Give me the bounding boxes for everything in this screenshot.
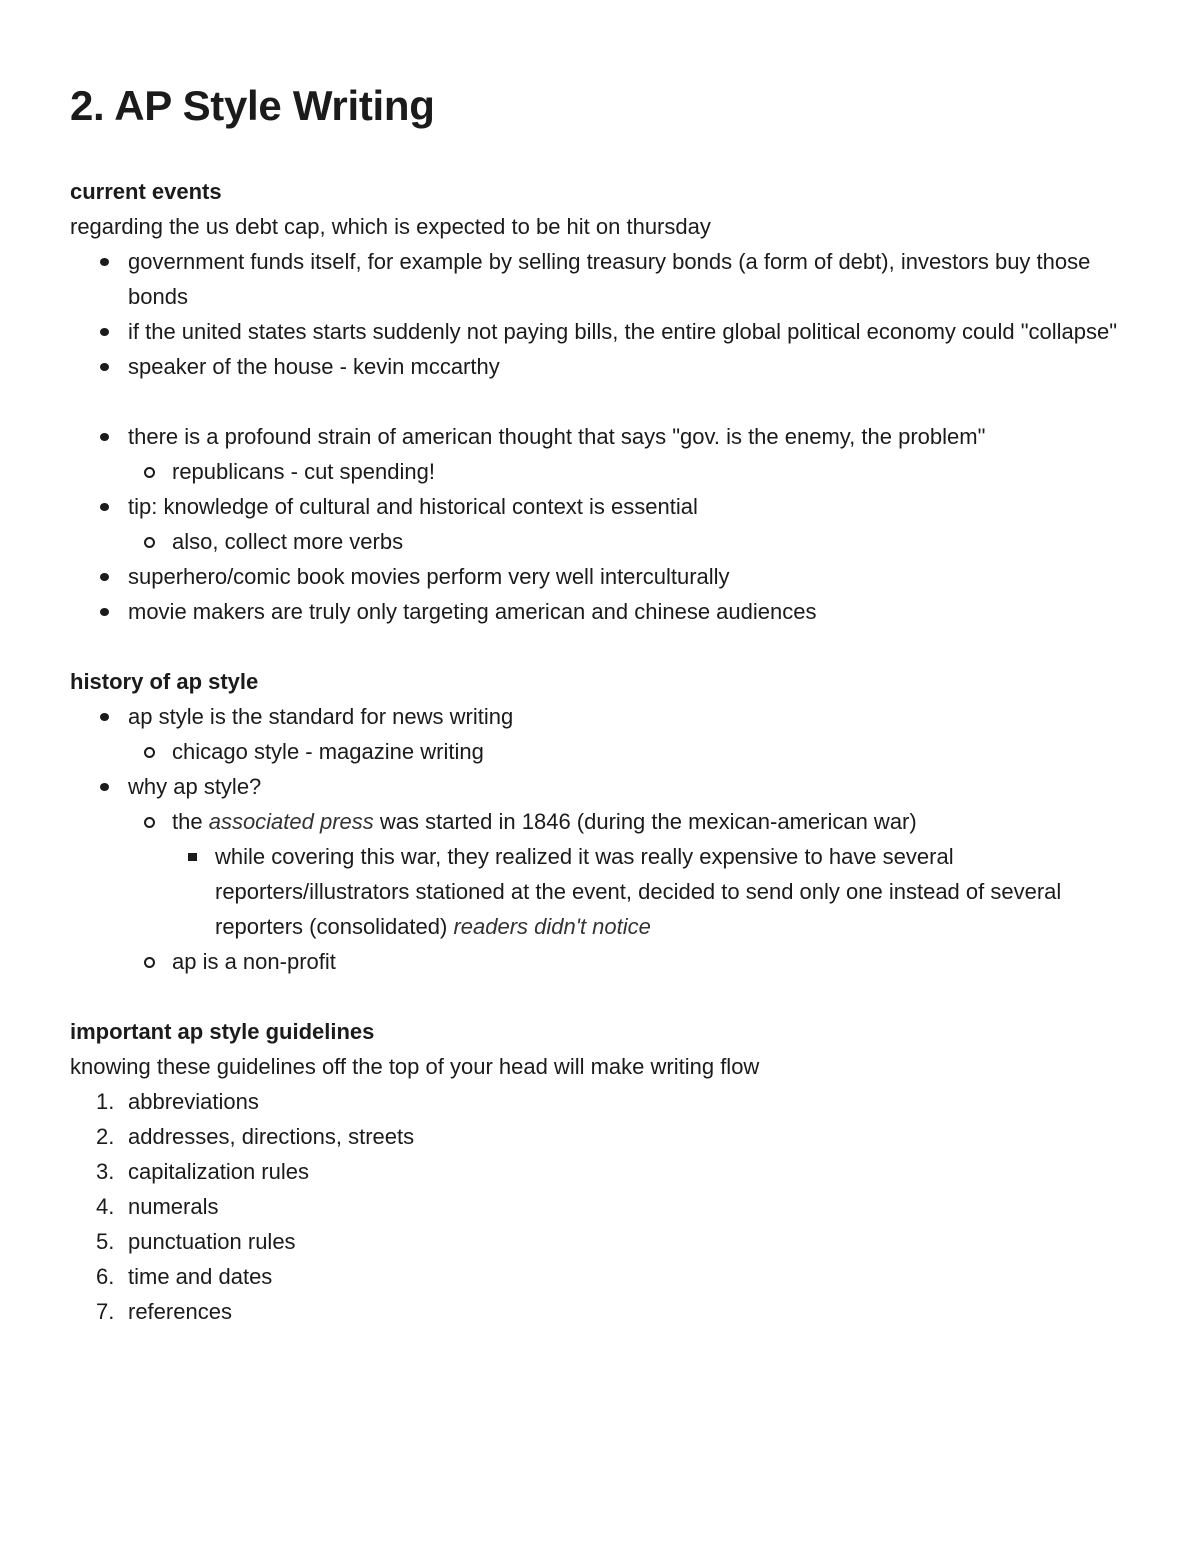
- list-item: ap style is the standard for news writing: [70, 699, 1130, 734]
- list-item: why ap style?: [70, 769, 1130, 804]
- list-item: tip: knowledge of cultural and historical context is essential: [70, 489, 1130, 524]
- bullet-icon: [100, 503, 109, 511]
- hollow-bullet-icon: [144, 467, 155, 478]
- list-subitem: chicago style - magazine writing: [70, 734, 1130, 769]
- item-number: 1.: [96, 1089, 115, 1114]
- list-item: superhero/comic book movies perform very well interculturally: [70, 559, 1130, 594]
- numbered-item: 4. numerals: [70, 1189, 1130, 1224]
- section-heading-history: history of ap style: [70, 669, 259, 694]
- item-number: 5.: [96, 1229, 115, 1254]
- item-number: 7.: [96, 1299, 115, 1324]
- numbered-item: 2. addresses, directions, streets: [70, 1119, 1130, 1154]
- guidelines-intro: knowing these guidelines off the top of your head will make writing flow: [70, 1054, 760, 1079]
- list-subitem: republicans - cut spending!: [70, 454, 1130, 489]
- list-item: government funds itself, for example by selling treasury bonds (a form of debt), investors buy those bonds: [70, 244, 1130, 314]
- hollow-bullet-icon: [144, 957, 155, 968]
- current-events-list: [70, 244, 1130, 384]
- bullet-icon: [100, 363, 109, 371]
- page-title: 2. AP Style Writing: [70, 82, 435, 129]
- hollow-bullet-icon: [144, 537, 155, 548]
- spacer: [70, 629, 1130, 664]
- italic-text: associated press: [208, 809, 374, 834]
- list-item: there is a profound strain of american thought that says "gov. is the enemy, the problem": [70, 419, 1130, 454]
- numbered-item: 5. punctuation rules: [70, 1224, 1130, 1259]
- list-subitem: the associated press was started in 1846 (during the mexican-american war): [70, 804, 1130, 839]
- bullet-icon: [100, 573, 109, 581]
- bullet-icon: [100, 608, 109, 616]
- item-number: 2.: [96, 1124, 115, 1149]
- hollow-bullet-icon: [144, 817, 155, 828]
- guidelines-list: [70, 1084, 1130, 1329]
- bullet-icon: [100, 433, 109, 441]
- bullet-icon: [100, 783, 109, 791]
- list-subsubitem: while covering this war, they realized it was really expensive to have several reporters/illustrators stationed at the event, decided to send only one instead of several reporters (consolidated) readers didn't notice: [70, 839, 1130, 944]
- history-list: [70, 699, 1130, 979]
- item-number: 6.: [96, 1264, 115, 1289]
- list-subitem: ap is a non-profit: [70, 944, 1130, 979]
- numbered-item: 7. references: [70, 1294, 1130, 1329]
- current-events-intro: regarding the us debt cap, which is expected to be hit on thursday: [70, 214, 711, 239]
- list-item: movie makers are truly only targeting american and chinese audiences: [70, 594, 1130, 629]
- square-bullet-icon: [188, 853, 197, 861]
- spacer: [70, 384, 1130, 419]
- bullet-icon: [100, 713, 109, 721]
- spacer: [70, 979, 1130, 1014]
- section-heading-guidelines: important ap style guidelines: [70, 1019, 375, 1044]
- numbered-item: 3. capitalization rules: [70, 1154, 1130, 1189]
- section-heading-current-events: current events: [70, 179, 222, 204]
- item-number: 3.: [96, 1159, 115, 1184]
- item-number: 4.: [96, 1194, 115, 1219]
- document-page: [70, 78, 1130, 1329]
- numbered-item: 1. abbreviations: [70, 1084, 1130, 1119]
- bullet-icon: [100, 328, 109, 336]
- hollow-bullet-icon: [144, 747, 155, 758]
- italic-text: readers didn't notice: [453, 914, 651, 939]
- numbered-item: 6. time and dates: [70, 1259, 1130, 1294]
- current-events-list-continued: [70, 419, 1130, 629]
- bullet-icon: [100, 258, 109, 266]
- list-item: if the united states starts suddenly not paying bills, the entire global political economy could "collapse": [70, 314, 1130, 349]
- list-subitem: also, collect more verbs: [70, 524, 1130, 559]
- list-item: speaker of the house - kevin mccarthy: [70, 349, 1130, 384]
